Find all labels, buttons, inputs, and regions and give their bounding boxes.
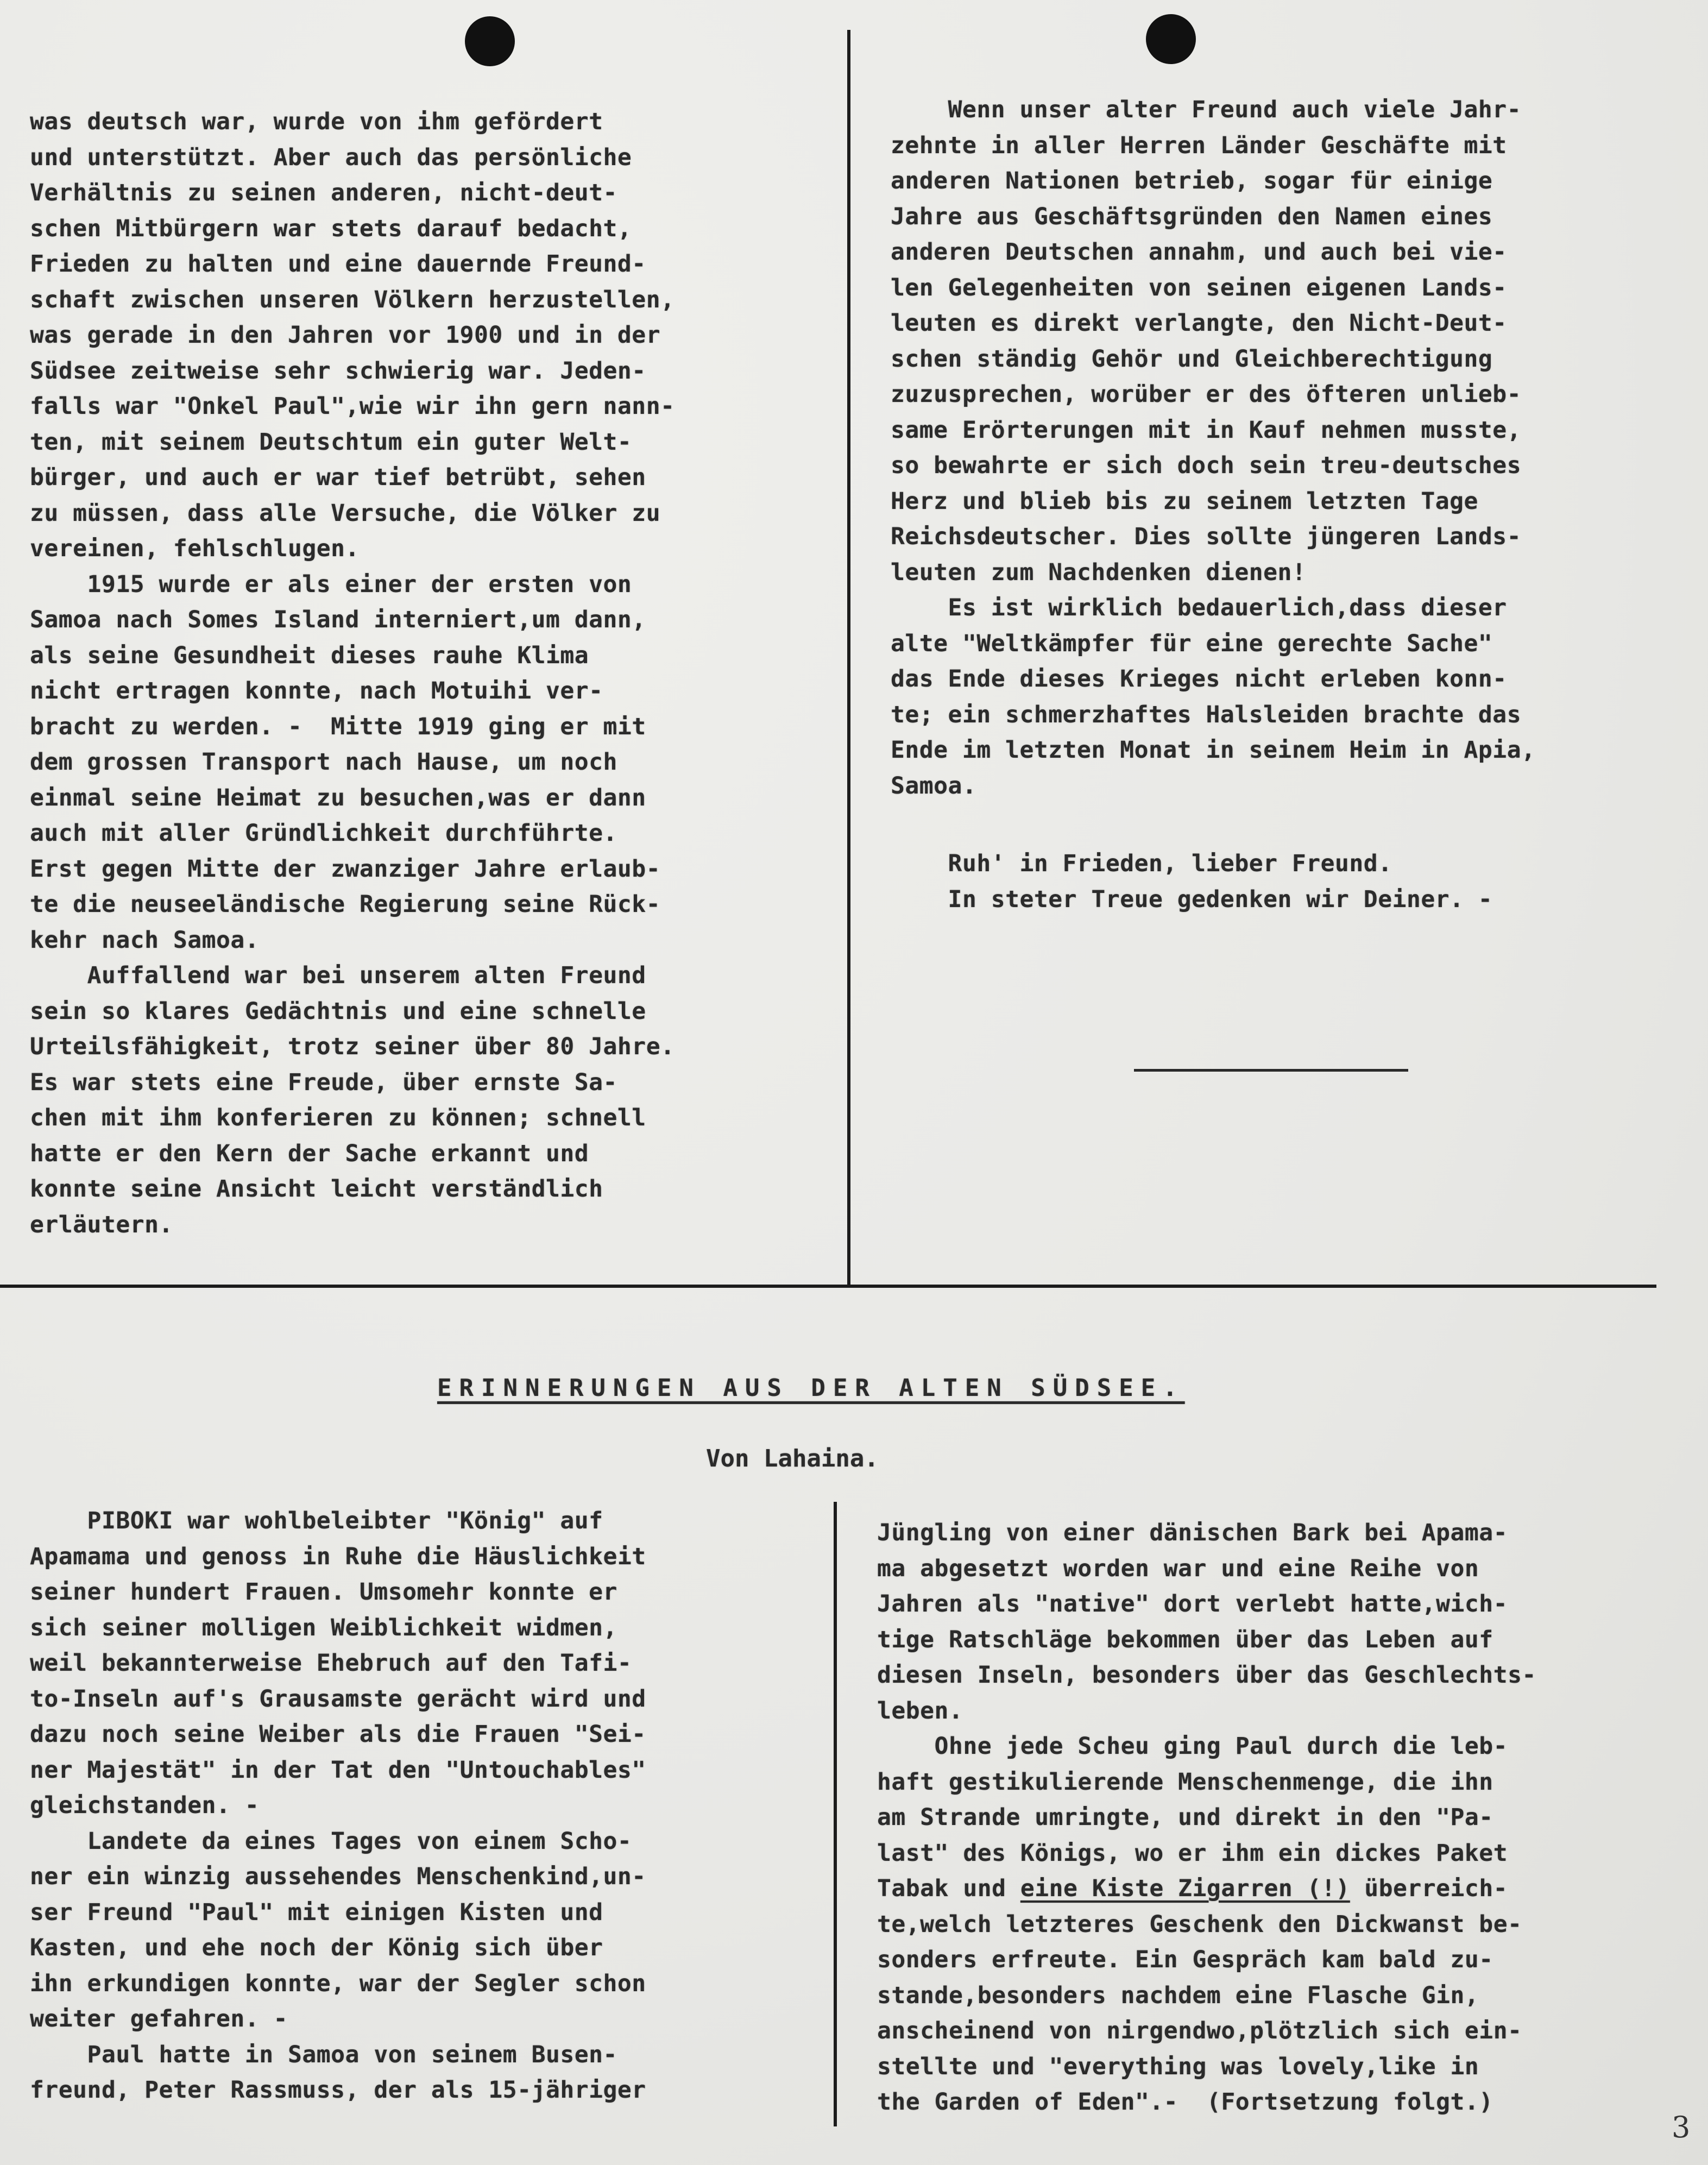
text-line: als seine Gesundheit dieses rauhe Klima xyxy=(30,641,589,669)
text-line: ner ein winzig aussehendes Menschenkind,un- xyxy=(30,1863,646,1890)
text-line: weiter gefahren. - xyxy=(30,2005,288,2032)
text-line: Ohne jede Scheu ging Paul durch die leb- xyxy=(877,1733,1508,1760)
text-line: dem grossen Transport nach Hause, um noch xyxy=(30,748,617,776)
text-line: seiner hundert Frauen. Umsomehr konnte er xyxy=(30,1578,617,1606)
article-title: ERINNERUNGEN AUS DER ALTEN SÜDSEE. xyxy=(437,1374,1185,1402)
text-line: chen mit ihm konferieren zu können; schnell xyxy=(30,1104,646,1131)
text-line: Ende im letzten Monat in seinem Heim in Apia, xyxy=(891,737,1536,764)
text-line: zehnte in aller Herren Länder Geschäfte mit xyxy=(891,131,1507,159)
text-line: freund, Peter Rassmuss, der als 15-jähriger xyxy=(30,2076,646,2104)
text-line: ma abgesetzt worden war und eine Reihe von xyxy=(877,1554,1479,1582)
text-line: Erst gegen Mitte der zwanziger Jahre erlaub- xyxy=(30,855,661,883)
text-line: Es ist wirklich bedauerlich,dass dieser xyxy=(891,594,1507,621)
text-line: zuzusprechen, worüber er des öfteren unlieb- xyxy=(891,381,1522,408)
text-line: schen Mitbürgern war stets darauf bedacht, xyxy=(30,215,632,242)
punch-hole-right xyxy=(1146,14,1196,64)
text-line: so bewahrte er sich doch sein treu-deutsches xyxy=(891,452,1522,479)
text-line: schen ständig Gehör und Gleichberechtigung xyxy=(891,345,1493,373)
text-line: kehr nach Samoa. xyxy=(30,926,260,954)
text-line: Es war stets eine Freude, über ernste Sa- xyxy=(30,1068,617,1096)
text-line: nicht ertragen konnte, nach Motuihi ver- xyxy=(30,677,603,704)
text-line: sonders erfreute. Ein Gespräch kam bald zu- xyxy=(877,1946,1493,1973)
text-line: erläutern. xyxy=(30,1211,173,1238)
text-line: 1915 wurde er als einer der ersten von xyxy=(30,570,632,598)
text-line: gleichstanden. - xyxy=(30,1792,260,1819)
text-line: leuten es direkt verlangte, den Nicht-Deut- xyxy=(891,310,1507,337)
article-left-column xyxy=(30,1503,646,2109)
text-line: alte "Weltkämpfer für eine gerechte Sache" xyxy=(891,630,1493,657)
text-line: Frieden zu halten und eine dauernde Freund- xyxy=(30,250,646,278)
text-line: einmal seine Heimat zu besuchen,was er dann xyxy=(30,784,646,811)
text-line: leuten zum Nachdenken dienen! xyxy=(891,558,1307,586)
text-line: Jüngling von einer dänischen Bark bei Apama- xyxy=(877,1519,1508,1546)
text-line: bracht zu werden. - Mitte 1919 ging er mit xyxy=(30,713,646,740)
text-line: Südsee zeitweise sehr schwierig war. Jeden- xyxy=(30,357,646,385)
text-line: dazu noch seine Weiber als die Frauen "Sei- xyxy=(30,1721,646,1748)
text-line: Paul hatte in Samoa von seinem Busen- xyxy=(30,2041,617,2068)
punch-hole-left xyxy=(465,16,515,66)
text-line: te,welch letzteres Geschenk den Dickwanst be- xyxy=(877,1910,1522,1938)
text-line: Landete da eines Tages von einem Scho- xyxy=(30,1827,632,1855)
text-line: stellte und "everything was lovely,like in xyxy=(877,2053,1479,2080)
text-line: Jahren als "native" dort verlebt hatte,wich- xyxy=(877,1590,1508,1618)
text-line: Kasten, und ehe noch der König sich über xyxy=(30,1934,603,1961)
article-byline: Von Lahaina. xyxy=(706,1445,879,1472)
text-line: sein so klares Gedächtnis und eine schnelle xyxy=(30,997,646,1025)
text-line: same Erörterungen mit in Kauf nehmen musste, xyxy=(891,416,1522,444)
text-line: ihn erkundigen konnte, war der Segler schon xyxy=(30,1969,646,1997)
text-line: Reichsdeutscher. Dies sollte jüngeren Lands- xyxy=(891,523,1522,550)
text-line: Verhältnis zu seinen anderen, nicht-deut- xyxy=(30,179,617,206)
underlined-phrase: eine Kiste Zigarren (!) xyxy=(1020,1875,1350,1902)
article-right-column xyxy=(877,1515,1536,2120)
text-line: Samoa nach Somes Island interniert,um dann, xyxy=(30,606,646,633)
text-line: tige Ratschläge bekommen über das Leben auf xyxy=(877,1626,1493,1653)
column-divider-bottom xyxy=(834,1502,837,2126)
obituary-right-column xyxy=(891,92,1535,804)
text-line: was deutsch war, wurde von ihm gefördert xyxy=(30,108,603,135)
text-line: te die neuseeländische Regierung seine Rück- xyxy=(30,891,661,918)
text-line: diesen Inseln, besonders über das Geschlechts- xyxy=(877,1661,1536,1689)
text-line: PIBOKI war wohlbeleibter "König" auf xyxy=(30,1507,603,1534)
text-line: leben. xyxy=(877,1697,963,1725)
text-line: Herz und blieb bis zu seinem letzten Tage xyxy=(891,487,1478,515)
text-line: anscheinend von nirgendwo,plötzlich sich ein- xyxy=(877,2017,1522,2044)
text-line: auch mit aller Gründlichkeit durchführte. xyxy=(30,820,617,847)
text-line: ser Freund "Paul" mit einigen Kisten und xyxy=(30,1898,603,1926)
text-line: Samoa. xyxy=(891,772,977,800)
closing-line: Ruh' in Frieden, lieber Freund. xyxy=(891,850,1392,877)
section-end-rule xyxy=(1134,1069,1408,1072)
text-line: und unterstützt. Aber auch das persönliche xyxy=(30,143,632,171)
text-line: Urteilsfähigkeit, trotz seiner über 80 Jahre. xyxy=(30,1033,675,1060)
obituary-closing-lines xyxy=(891,834,1493,913)
text-line: last" des Königs, wo er ihm ein dickes Paket xyxy=(877,1839,1508,1867)
text-line: sich seiner molligen Weiblichkeit widmen, xyxy=(30,1614,617,1641)
obituary-left-column xyxy=(30,104,675,1243)
text-line: the Garden of Eden".- (Fortsetzung folgt.) xyxy=(877,2088,1493,2116)
text-line: Jahre aus Geschäftsgründen den Namen eines xyxy=(891,203,1493,230)
text-line: len Gelegenheiten von seinen eigenen Lands- xyxy=(891,274,1507,301)
text-line: hatte er den Kern der Sache erkannt und xyxy=(30,1140,589,1167)
text-segment: überreich- xyxy=(1350,1875,1508,1902)
text-line: konnte seine Ansicht leicht verständlich xyxy=(30,1175,603,1203)
text-line: schaft zwischen unseren Völkern herzustellen, xyxy=(30,286,675,313)
text-line: Apamama und genoss in Ruhe die Häuslichkeit xyxy=(30,1543,646,1570)
text-line: Auffallend war bei unserem alten Freund xyxy=(30,962,646,989)
text-line: vereinen, fehlschlugen. xyxy=(30,535,360,562)
text-line: zu müssen, dass alle Versuche, die Völker zu xyxy=(30,499,661,527)
text-line: was gerade in den Jahren vor 1900 und in der xyxy=(30,322,661,349)
page-number: 3 xyxy=(1672,2110,1691,2144)
text-line-with-underline xyxy=(877,1871,1536,1907)
text-line: am Strande umringte, und direkt in den "Pa- xyxy=(877,1804,1493,1831)
text-line: stande,besonders nachdem eine Flasche Gin, xyxy=(877,1981,1479,2009)
text-line: ten, mit seinem Deutschtum ein guter Welt- xyxy=(30,428,632,456)
column-divider-top xyxy=(847,30,850,1287)
text-line: haft gestikulierende Menschenmenge, die ihn xyxy=(877,1768,1493,1796)
text-line: weil bekannterweise Ehebruch auf den Tafi- xyxy=(30,1650,632,1677)
text-line: anderen Nationen betrieb, sogar für einige xyxy=(891,167,1493,194)
text-line: ner Majestät" in der Tat den "Untouchables" xyxy=(30,1756,646,1784)
closing-line: In steter Treue gedenken wir Deiner. - xyxy=(891,885,1493,913)
section-divider xyxy=(0,1285,1656,1288)
text-line: te; ein schmerzhaftes Halsleiden brachte das xyxy=(891,701,1522,728)
text-segment: Tabak und xyxy=(877,1875,1020,1902)
text-line: anderen Deutschen annahm, und auch bei vie- xyxy=(891,238,1507,266)
text-line: Wenn unser alter Freund auch viele Jahr- xyxy=(891,96,1522,123)
text-line: das Ende dieses Krieges nicht erleben konn- xyxy=(891,665,1507,693)
text-line: bürger, und auch er war tief betrübt, sehen xyxy=(30,464,646,491)
text-line: to-Inseln auf's Grausamste gerächt wird und xyxy=(30,1685,646,1713)
text-line: falls war "Onkel Paul",wie wir ihn gern nann- xyxy=(30,393,675,420)
